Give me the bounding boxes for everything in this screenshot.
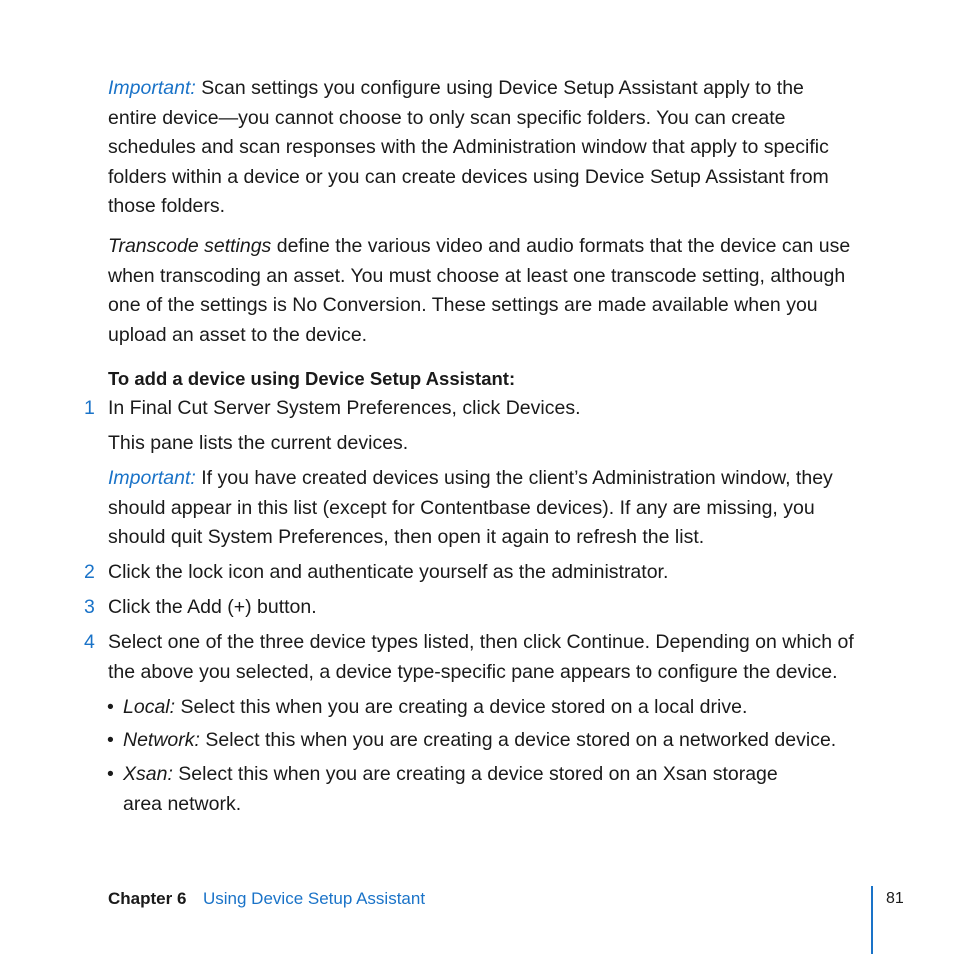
bullet-local <box>123 693 747 723</box>
step-3-text: Click the Add (+) button. <box>108 596 317 618</box>
text-line: when transcoding an asset. You must choose at least one transcode setting, although <box>108 264 846 287</box>
text-line: those folders. <box>108 195 226 217</box>
text-line: should appear in this list (except for Contentbase devices). If any are missing, you <box>108 496 815 519</box>
text-line: the above you selected, a device type-specific pane appears to configure the device. <box>108 660 838 683</box>
bullet-network <box>123 726 836 756</box>
step-1-text: In Final Cut Server System Preferences, click Devices. <box>108 397 581 419</box>
term-xsan: Xsan: <box>123 763 173 785</box>
footer-chapter-label: Chapter 6 <box>108 889 187 908</box>
step-number-3: 3 <box>84 596 95 618</box>
text-line: Select this when you are creating a device stored on a networked device. <box>199 729 837 751</box>
transcode-settings-paragraph <box>108 232 878 350</box>
footer-chapter-title: Using Device Setup Assistant <box>203 889 426 908</box>
text-line: upload an asset to the device. <box>108 323 368 346</box>
footer-divider <box>871 886 873 954</box>
step-number-4: 4 <box>84 631 95 653</box>
term-transcode-settings: Transcode settings <box>108 235 272 257</box>
bullet-xsan <box>123 760 778 819</box>
important-label: Important: <box>108 467 196 489</box>
text-line: If you have created devices using the client’s Administration window, they <box>195 467 833 489</box>
text-line: Scan settings you configure using Device Setup Assistant apply to the <box>195 77 804 99</box>
text-line: should quit System Preferences, then open it again to refresh the list. <box>108 526 705 548</box>
step-1-note: This pane lists the current devices. <box>108 432 409 454</box>
bullet-marker: • <box>107 763 114 785</box>
text-line: area network. <box>123 792 242 815</box>
important-label: Important: <box>108 77 196 99</box>
text-line: define the various video and audio formats that the device can use <box>271 235 851 257</box>
bullet-marker: • <box>107 729 114 751</box>
text-line: schedules and scan responses with the Administration window that apply to specific <box>108 136 829 158</box>
page-number: 81 <box>886 890 904 907</box>
important-note-scan-settings <box>108 74 878 222</box>
step-number-2: 2 <box>84 561 95 583</box>
step-number-1: 1 <box>84 397 95 419</box>
bullet-marker: • <box>107 696 114 718</box>
step-2-text: Click the lock icon and authenticate yourself as the administrator. <box>108 561 669 583</box>
text-line: Select this when you are creating a device stored on a local drive. <box>175 696 748 718</box>
term-network: Network: <box>123 729 200 751</box>
text-line: Select this when you are creating a device stored on an Xsan storage <box>172 763 778 785</box>
text-line: entire device—you cannot choose to only scan specific folders. You can create <box>108 106 786 129</box>
term-local: Local: <box>123 696 176 718</box>
step-4-text <box>108 628 878 687</box>
important-note-devices-list <box>108 464 878 553</box>
text-line: one of the settings is No Conversion. These settings are made available when you <box>108 294 818 316</box>
text-line: Select one of the three device types listed, then click Continue. Depending on which of <box>108 631 854 653</box>
procedure-heading: To add a device using Device Setup Assistant: <box>108 368 516 389</box>
text-line: folders within a device or you can create devices using Device Setup Assistant from <box>108 165 829 188</box>
